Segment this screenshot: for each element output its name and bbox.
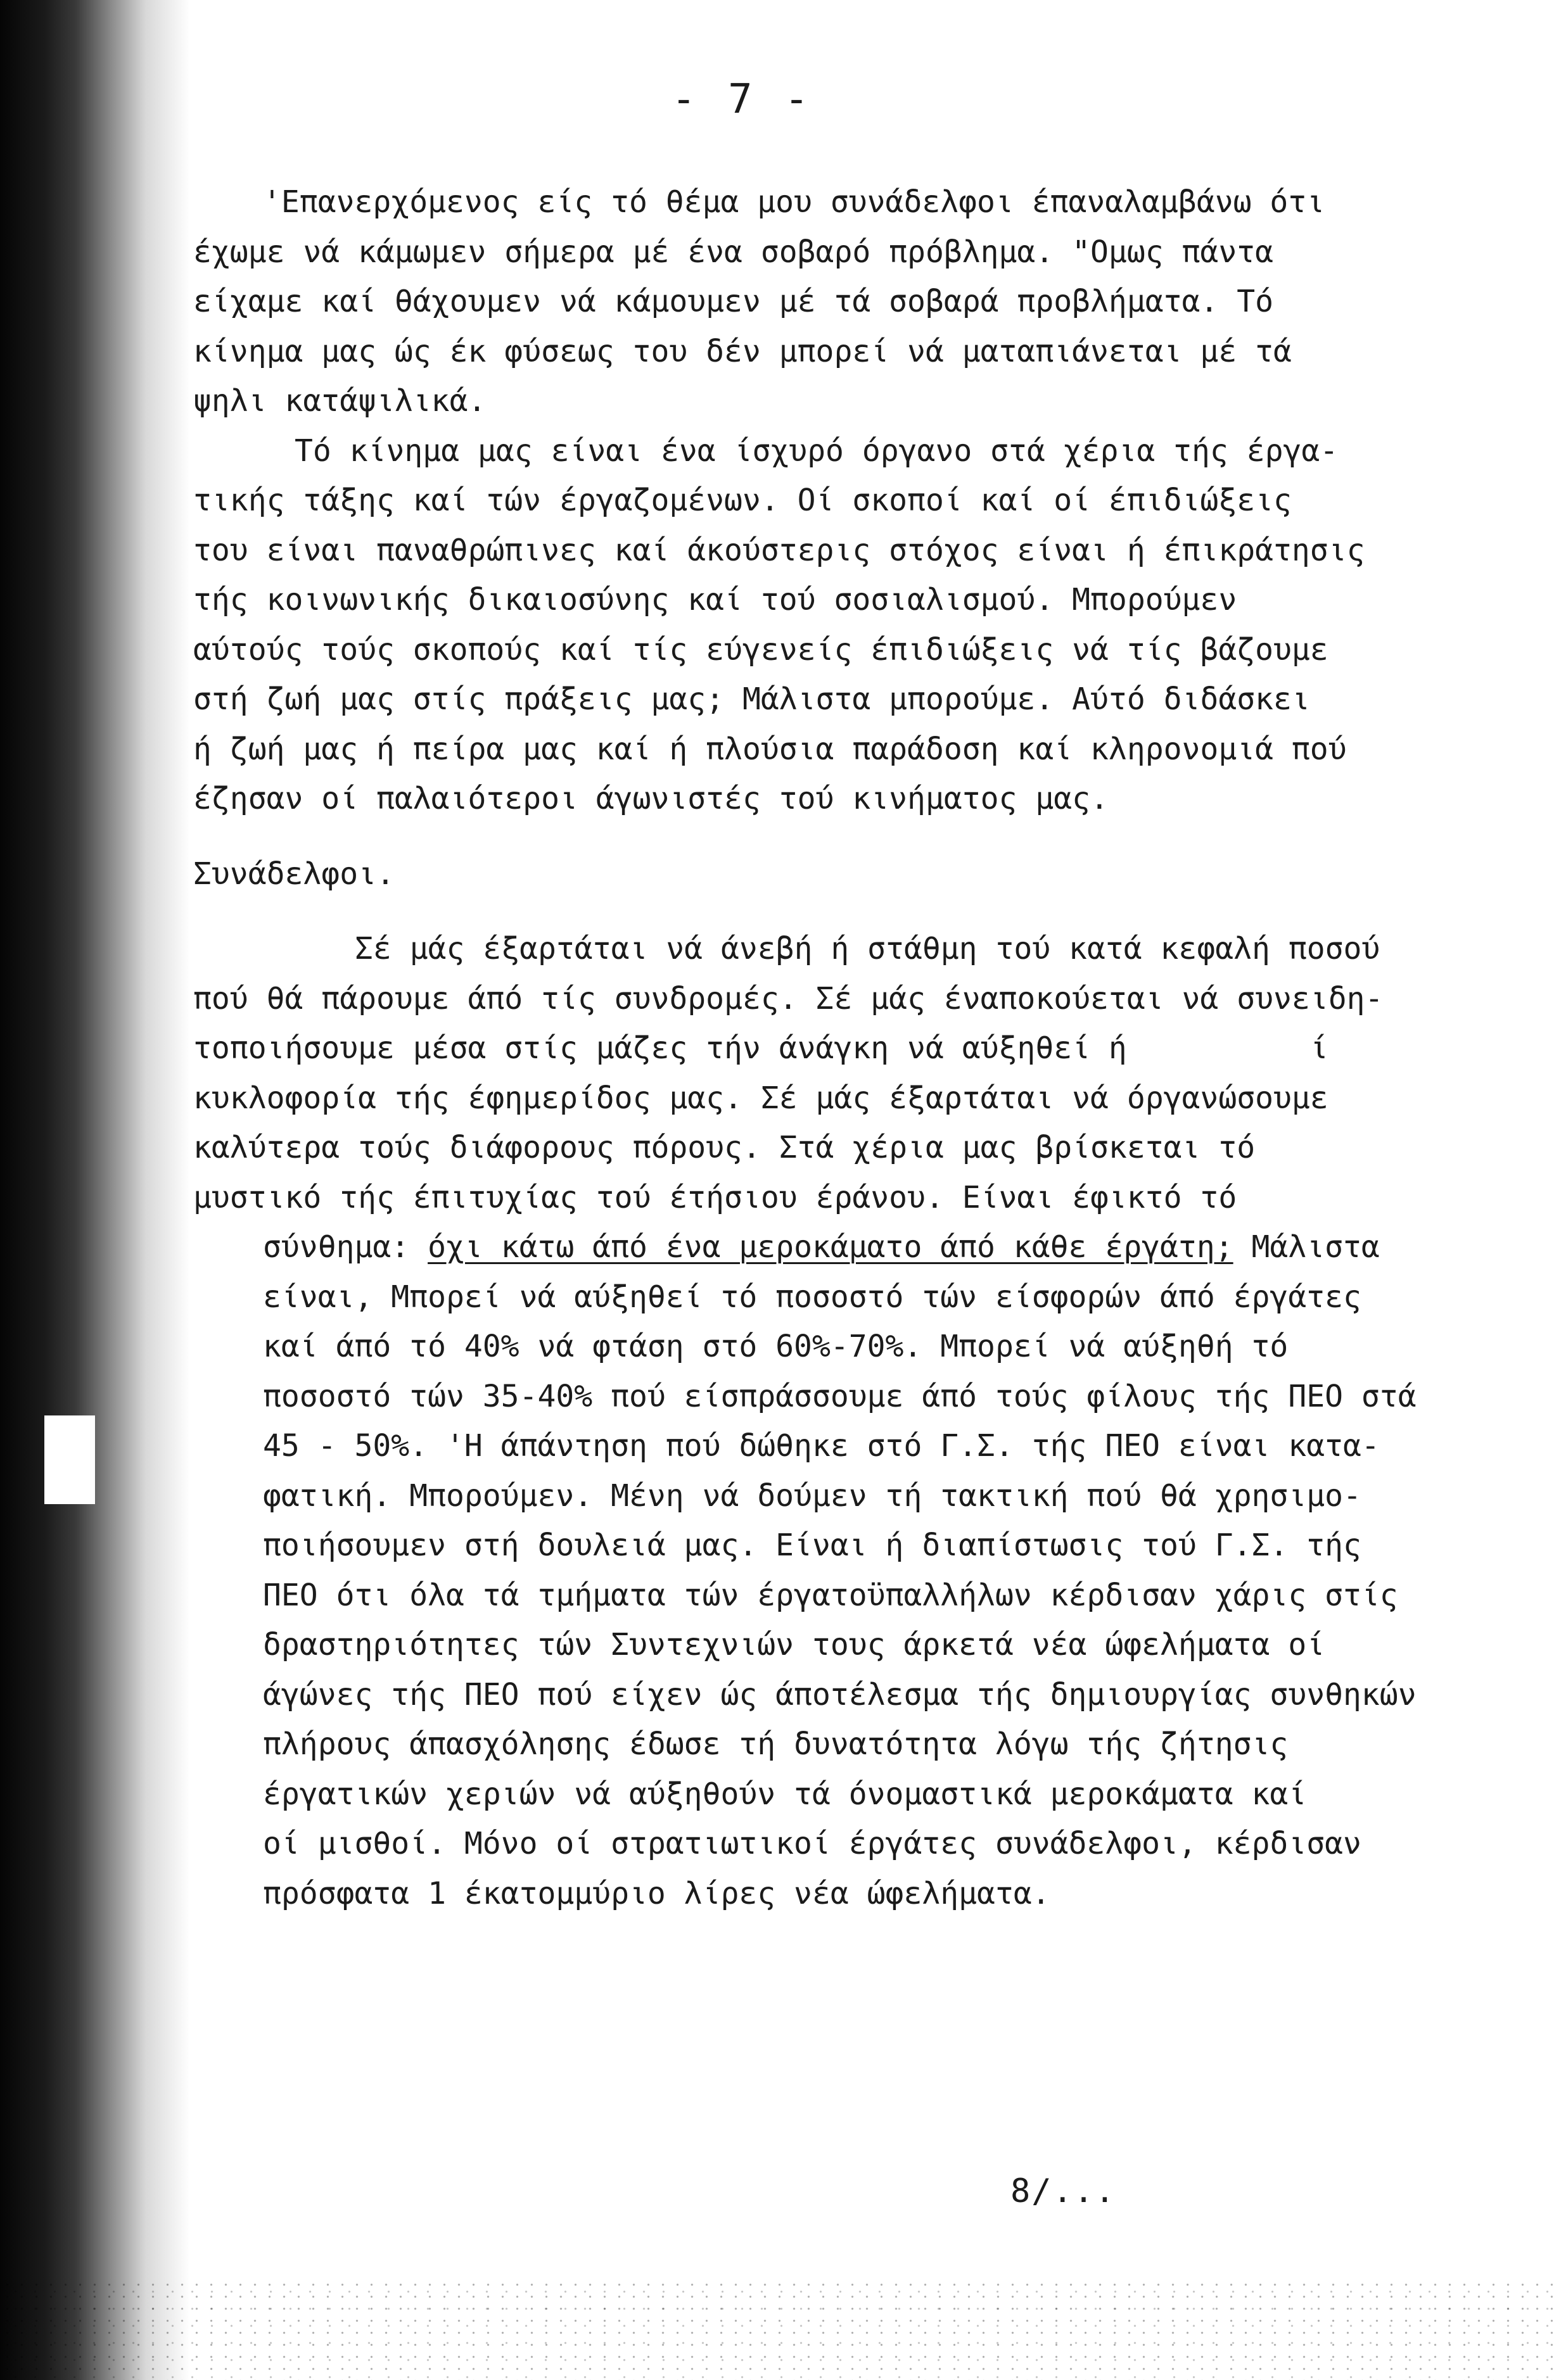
text-line: οί μισθοί. Μόνο οί στρατιωτικοί έργάτες συνάδελφοι, κέρδισαν [263,1826,1361,1861]
text-line: δραστηριότητες τών Συντεχνιών τους άρκετά νέα ώφελήματα οί [263,1627,1325,1662]
scan-margin-mark [44,1415,95,1504]
text-line: ποσοστό τών 35-40% πού είσπράσσουμε άπό τούς φίλους τής ΠΕΟ στά [263,1378,1417,1414]
text-line: κίνημα μας ώς έκ φύσεως του δέν μπορεί νά ματαπιάνεται μέ τά [193,333,1292,369]
continuation-marker: 8/... [1010,2172,1116,2210]
scan-binding-shadow [0,0,190,2380]
text-line: φατική. Μπορούμεν. Μένη νά δούμεν τή τακτική πού θά χρησιμο- [263,1478,1361,1514]
text-line: καί άπό τό 40% νά φτάση στό 60%-70%. Μπορεί νά αύξηθή τό [263,1329,1289,1364]
text-line: τικής τάξης καί τών έργαζομένων. Οί σκοποί καί οί έπιδιώξεις [193,483,1292,518]
text-line: είχαμε καί θάχουμεν νά κάμουμεν μέ τά σοβαρά προβλήματα. Τό [193,284,1274,319]
text-line: έζησαν οί παλαιότεροι άγωνιστές τού κινήματος μας. [193,781,1109,816]
text-line: καλύτερα τούς διάφορους πόρους. Στά χέρια μας βρίσκεται τό [193,1130,1256,1165]
slogan-suffix: Μάλιστα [1233,1229,1380,1265]
text-line: ή ζωή μας ή πείρα μας καί ή πλούσια παράδοση καί κληρονομιά πού [193,731,1347,767]
text-line: 45 - 50%. 'Η άπάντηση πού δώθηκε στό Γ.Σ. τής ΠΕΟ είναι κατα- [263,1428,1380,1464]
text-line: Τό κίνημα μας είναι ένα ίσχυρό όργανο στά χέρια τής έργα- [295,433,1339,469]
salutation: Συνάδελφοι. [193,856,395,892]
text-line: πλήρους άπασχόλησης έδωσε τή δυνατότητα λόγω τής ζήτησις [263,1726,1289,1762]
scan-noise [0,2279,1554,2380]
text-line: τοποιήσουμε μέσα στίς μάζες τήν άνάγκη νά αύξηθεί ή ί [193,1030,1328,1066]
text-line: κυκλοφορία τής έφημερίδος μας. Σέ μάς έξαρτάται νά όργανώσουμε [193,1080,1328,1116]
slogan-line [193,1222,1454,1272]
document-body [193,177,1454,1918]
text-line: αύτούς τούς σκοπούς καί τίς εύγενείς έπιδιώξεις νά τίς βάζουμε [193,631,1328,668]
page-number: - 7 - [672,76,813,123]
text-line: έργατικών χεριών νά αύξηθούν τά όνομαστικά μεροκάματα καί [263,1776,1307,1812]
text-line: του είναι παναθρώπινες καί άκούστερις στόχος είναι ή έπικράτησις [193,532,1365,568]
text-line: στή ζωή μας στίς πράξεις μας; Μάλιστα μπορούμε. Αύτό διδάσκει [193,681,1310,717]
text-line: Σέ μάς έξαρτάται νά άνεβή ή στάθμη τού κατά κεφαλή ποσού [355,931,1380,966]
text-line: μυστικό τής έπιτυχίας τού έτήσιου έράνου. Είναι έφικτό τό [193,1179,1237,1215]
text-line: 'Επανερχόμενος είς τό θέμα μου συνάδελφοι έπαναλαμβάνω ότι [263,184,1325,220]
slogan-prefix: σύνθημα: [263,1229,428,1265]
text-line: ψηλι κατάψιλικά. [193,383,487,419]
text-line: είναι, Μπορεί νά αύξηθεί τό ποσοστό τών είσφορών άπό έργάτες [263,1279,1361,1315]
text-line: ποιήσουμεν στή δουλειά μας. Είναι ή διαπίστωσις τού Γ.Σ. τής [263,1528,1361,1563]
text-line: τής κοινωνικής δικαιοσύνης καί τού σοσιαλισμού. Μπορούμεν [193,582,1237,617]
text-line: πού θά πάρουμε άπό τίς συνδρομές. Σέ μάς έναποκούεται νά συνειδη- [193,980,1384,1016]
text-line: έχωμε νά κάμωμεν σήμερα μέ ένα σοβαρό πρόβλημα. "Ομως πάντα [193,234,1274,270]
text-line: πρόσφατα 1 έκατομμύριο λίρες νέα ώφελήματα. [263,1875,1050,1911]
text-line: άγώνες τής ΠΕΟ πού είχεν ώς άποτέλεσμα τής δημιουργίας συνθηκών [263,1676,1417,1712]
text-line: ΠΕΟ ότι όλα τά τμήματα τών έργατοϋπαλλήλων κέρδισαν χάρις στίς [263,1577,1398,1613]
slogan-underlined: όχι κάτω άπό ένα μεροκάματο άπό κάθε έργάτη; [428,1229,1233,1265]
